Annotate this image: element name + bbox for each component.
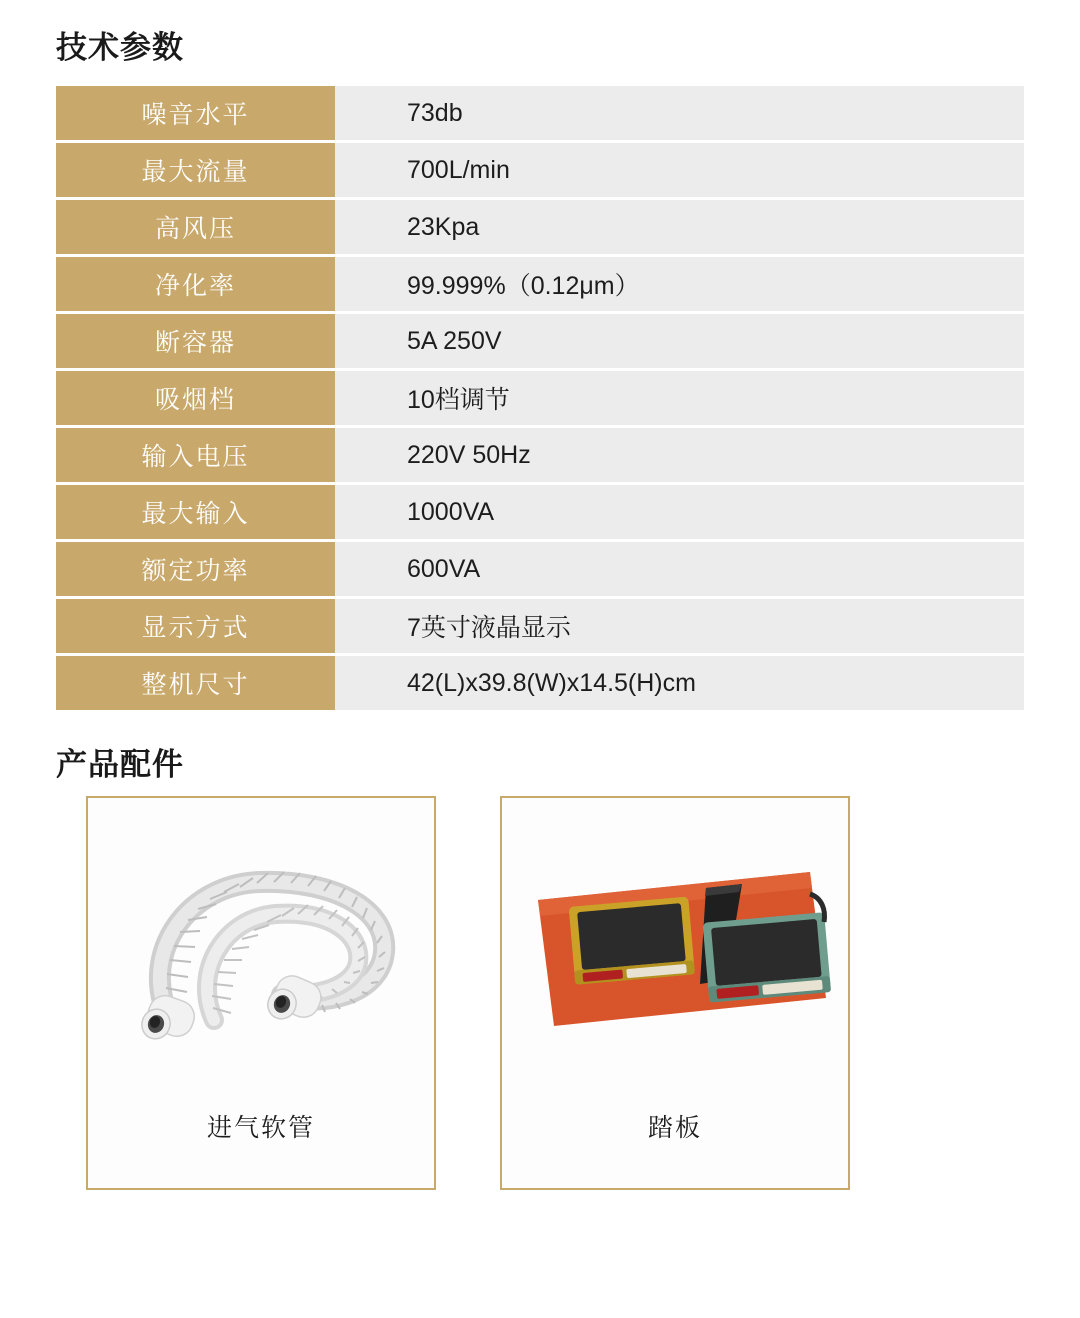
table-row	[56, 371, 1024, 425]
table-row	[56, 86, 1024, 140]
table-row	[56, 428, 1024, 482]
spec-table-body	[56, 86, 1024, 710]
spec-key: 显示方式	[56, 599, 335, 653]
spec-key: 净化率	[56, 257, 335, 311]
table-row	[56, 599, 1024, 653]
page-title-accessories: 产品配件	[56, 747, 184, 782]
spec-key: 整机尺寸	[56, 656, 335, 710]
table-row	[56, 143, 1024, 197]
spec-key: 噪音水平	[56, 86, 335, 140]
accessory-label: 踏板	[647, 1114, 702, 1142]
accessory-card-pedal	[500, 796, 850, 1190]
spec-value: 700L/min	[335, 143, 1024, 197]
spec-table	[56, 83, 1024, 713]
spec-key: 最大流量	[56, 143, 335, 197]
spec-key: 最大输入	[56, 485, 335, 539]
page-title-specs: 技术参数	[56, 30, 184, 65]
spec-key: 高风压	[56, 200, 335, 254]
accessory-card-hose	[86, 796, 436, 1190]
spec-key: 输入电压	[56, 428, 335, 482]
table-row	[56, 656, 1024, 710]
spec-value: 5A 250V	[335, 314, 1024, 368]
spec-key: 额定功率	[56, 542, 335, 596]
spec-value: 7英寸液晶显示	[335, 599, 1024, 653]
table-row	[56, 485, 1024, 539]
table-row	[56, 542, 1024, 596]
spec-value: 73db	[335, 86, 1024, 140]
table-row	[56, 200, 1024, 254]
table-row	[56, 257, 1024, 311]
spec-value: 220V 50Hz	[335, 428, 1024, 482]
spec-value: 42(L)x39.8(W)x14.5(H)cm	[335, 656, 1024, 710]
foot-pedal-photo	[510, 802, 840, 1094]
accessory-label: 进气软管	[206, 1114, 315, 1142]
spec-value: 10档调节	[335, 371, 1024, 425]
spec-value: 1000VA	[335, 485, 1024, 539]
spec-key: 断容器	[56, 314, 335, 368]
intake-hose-photo	[96, 802, 426, 1094]
spec-value: 23Kpa	[335, 200, 1024, 254]
accessories-row	[56, 796, 1024, 1190]
spec-value: 99.999%（0.12μm）	[335, 257, 1024, 311]
spec-value: 600VA	[335, 542, 1024, 596]
spec-key: 吸烟档	[56, 371, 335, 425]
table-row	[56, 314, 1024, 368]
